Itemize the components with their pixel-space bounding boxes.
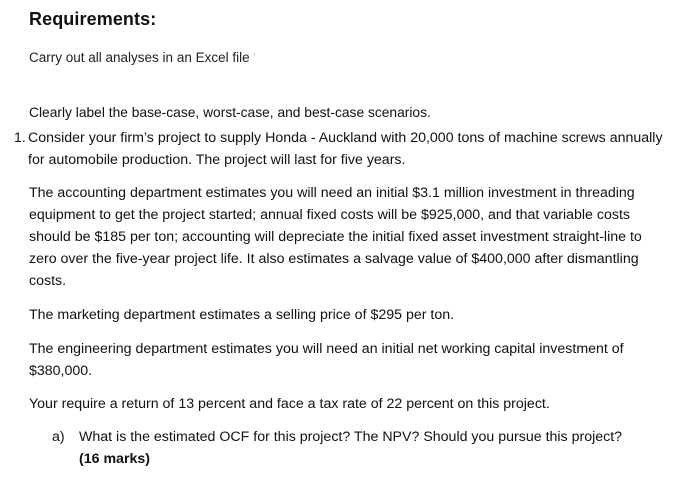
sub-question-marks: (16 marks) bbox=[79, 451, 150, 467]
excel-instruction bbox=[29, 47, 256, 69]
marketing-paragraph: The marketing department estimates a selling price of $295 per ton. bbox=[29, 307, 455, 323]
engineering-paragraph: The engineering department estimates you will need an initial net working capital investment of $380,000. bbox=[29, 341, 624, 379]
requirements-heading: Requirements: bbox=[29, 9, 157, 29]
sub-question bbox=[79, 426, 639, 470]
return-tax-paragraph: Your require a return of 13 percent and face a tax rate of 22 percent on this project. bbox=[29, 396, 550, 412]
sub-question-text: What is the estimated OCF for this project? The NPV? Should you pursue this project? bbox=[79, 429, 623, 445]
scenario-instruction: Clearly label the base-case, worst-case, and best-case scenarios. bbox=[29, 105, 431, 120]
question-number: 1. bbox=[14, 130, 26, 146]
question-intro: Consider your firm’s project to supply Honda - Auckland with 20,000 tons of machine screws annually for automobile production. The project will last for five years. bbox=[28, 130, 663, 168]
sub-question-label: a) bbox=[52, 429, 65, 445]
accounting-paragraph: The accounting department estimates you will need an initial $3.1 million investment in threading equipment to get the project started; annual fixed costs will be $925,000, and that variable costs should be $185 per ton; accounting will depreciate the initial fixed asset investment straight-line to zero over the five-year project life. It also estimates a salvage value of $400,000 after dismantling costs. bbox=[29, 185, 642, 289]
excel-instruction-text: Carry out all analyses in an Excel file bbox=[29, 50, 250, 65]
excel-instruction-mark: ' bbox=[253, 52, 256, 63]
